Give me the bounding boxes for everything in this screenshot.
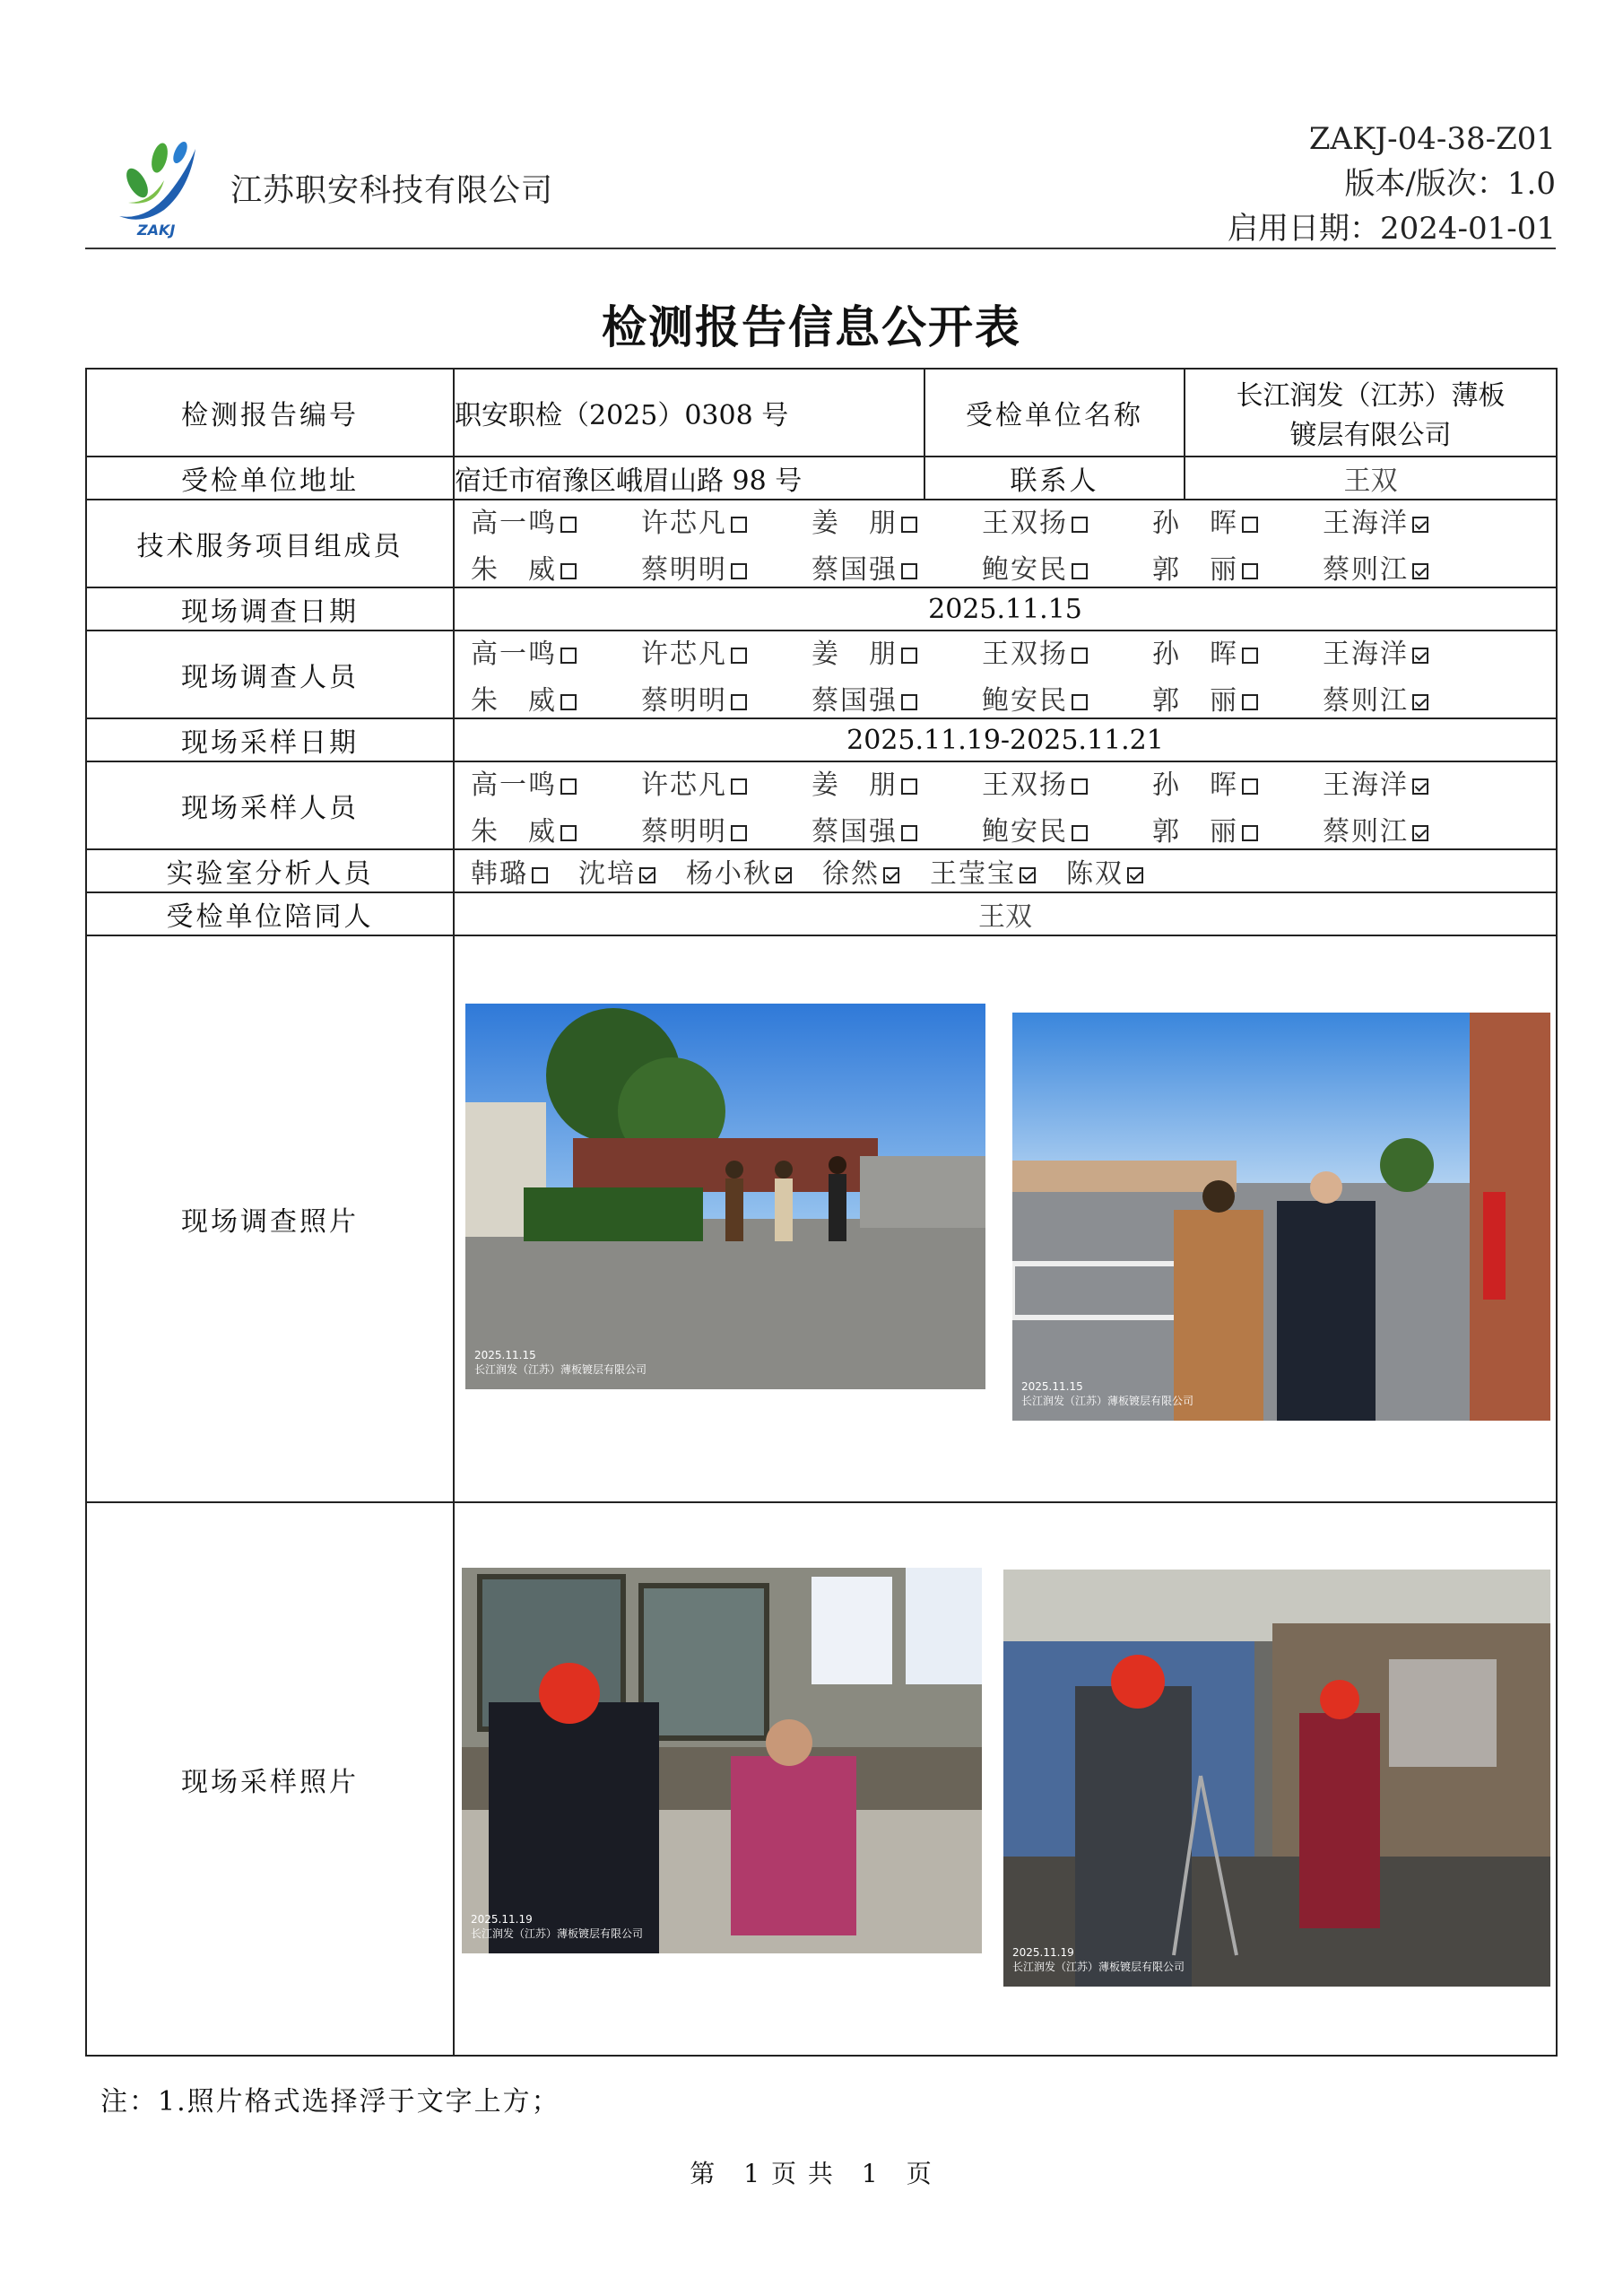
staff-name: 郭 丽	[1152, 554, 1238, 586]
checked-checkbox-icon	[776, 867, 792, 883]
survey-photos-cell	[454, 935, 1557, 1502]
sampling-photo-1-stamp: 2025.11.19 长江润发（江苏）薄板镀层有限公司	[471, 1913, 644, 1940]
staff-entry	[812, 631, 982, 671]
staff-name: 王海洋	[1323, 770, 1409, 801]
staff-entry	[686, 858, 792, 890]
table-row	[86, 631, 1557, 718]
unchecked-checkbox-icon	[1242, 825, 1258, 841]
sampling-photo-2-stamp: 2025.11.19 长江润发（江苏）薄板镀层有限公司	[1012, 1946, 1185, 1973]
checked-checkbox-icon	[1412, 825, 1428, 841]
checked-checkbox-icon	[1020, 867, 1036, 883]
staff-name: 姜 朋	[812, 639, 898, 670]
staff-name: 许芯凡	[641, 639, 727, 670]
staff-name: 蔡国强	[812, 685, 898, 717]
sampling-photos-cell	[454, 1502, 1557, 2056]
staff-entry	[641, 547, 812, 587]
lab-staff-list	[454, 849, 1557, 892]
staff-entry	[1323, 678, 1493, 718]
page-header	[85, 117, 1556, 251]
staff-name: 蔡明明	[641, 554, 727, 586]
staff-name: 朱 威	[471, 685, 557, 717]
staff-name: 鲍安民	[982, 554, 1068, 586]
staff-entry	[641, 809, 812, 848]
staff-entry	[982, 809, 1152, 848]
checked-checkbox-icon	[883, 867, 899, 883]
value-sampling-date: 2025.11.19-2025.11.21	[454, 718, 1557, 761]
staff-name: 沈培	[578, 858, 636, 890]
label-members: 技术服务项目组成员	[86, 500, 454, 587]
table-row	[86, 587, 1557, 631]
staff-name: 鲍安民	[982, 685, 1068, 717]
table-row	[86, 500, 1557, 587]
unchecked-checkbox-icon	[560, 563, 577, 579]
unchecked-checkbox-icon	[731, 825, 747, 841]
staff-entry	[471, 631, 641, 671]
staff-entry	[471, 678, 641, 718]
table-row	[86, 761, 1557, 849]
staff-entry	[1323, 547, 1493, 587]
staff-entry	[982, 631, 1152, 671]
label-sampling-date: 现场采样日期	[86, 718, 454, 761]
unchecked-checkbox-icon	[1242, 517, 1258, 533]
survey-photo-2	[1012, 1013, 1550, 1421]
staff-name: 蔡则江	[1323, 816, 1409, 848]
staff-entry	[578, 858, 655, 890]
staff-name: 蔡则江	[1323, 685, 1409, 717]
staff-entry	[822, 858, 899, 890]
value-survey-date: 2025.11.15	[454, 587, 1557, 631]
staff-name: 郭 丽	[1152, 685, 1238, 717]
unchecked-checkbox-icon	[901, 648, 917, 664]
footnote: 注：1.照片格式选择浮于文字上方；	[100, 2086, 560, 2118]
checked-checkbox-icon	[1412, 778, 1428, 795]
sampling-photo-2-image	[1003, 1570, 1550, 1987]
staff-name: 孙 晖	[1152, 508, 1238, 539]
table-row	[86, 718, 1557, 761]
checked-checkbox-icon	[639, 867, 655, 883]
staff-name: 蔡则江	[1323, 554, 1409, 586]
table-row	[86, 457, 1557, 500]
label-lab-staff: 实验室分析人员	[86, 849, 454, 892]
staff-entry	[1152, 809, 1323, 848]
checked-checkbox-icon	[1412, 563, 1428, 579]
unchecked-checkbox-icon	[731, 563, 747, 579]
staff-name: 王双扬	[982, 770, 1068, 801]
unchecked-checkbox-icon	[1072, 694, 1088, 710]
staff-entry	[1152, 762, 1323, 802]
staff-name: 朱 威	[471, 554, 557, 586]
svg-text:ZAKJ: ZAKJ	[137, 222, 176, 239]
unchecked-checkbox-icon	[731, 648, 747, 664]
staff-entry	[1323, 631, 1493, 671]
table-row	[86, 849, 1557, 892]
staff-name: 许芯凡	[641, 508, 727, 539]
survey-photo-1-stamp: 2025.11.15 长江润发（江苏）薄板镀层有限公司	[474, 1349, 647, 1376]
unchecked-checkbox-icon	[1072, 648, 1088, 664]
unchecked-checkbox-icon	[1072, 517, 1088, 533]
staff-name: 姜 朋	[812, 770, 898, 801]
staff-entry	[471, 762, 641, 802]
unchecked-checkbox-icon	[1242, 694, 1258, 710]
unchecked-checkbox-icon	[1072, 778, 1088, 795]
staff-entry	[1323, 809, 1493, 848]
staff-name: 鲍安民	[982, 816, 1068, 848]
staff-entry	[1152, 547, 1323, 587]
value-report-no: 职安职检（2025）0308 号	[454, 369, 924, 457]
staff-entry	[1152, 631, 1323, 671]
staff-entry	[1323, 500, 1493, 540]
staff-entry	[1152, 678, 1323, 718]
staff-entry	[812, 678, 982, 718]
table-row	[86, 1502, 1557, 2056]
staff-entry	[812, 809, 982, 848]
label-address: 受检单位地址	[86, 457, 454, 500]
unchecked-checkbox-icon	[1242, 563, 1258, 579]
staff-entry	[812, 500, 982, 540]
staff-name: 朱 威	[471, 816, 557, 848]
checked-checkbox-icon	[1127, 867, 1143, 883]
staff-name: 王双扬	[982, 639, 1068, 670]
header-divider	[85, 248, 1556, 249]
staff-name: 蔡国强	[812, 554, 898, 586]
unchecked-checkbox-icon	[1072, 825, 1088, 841]
staff-entry	[812, 762, 982, 802]
staff-name: 孙 晖	[1152, 639, 1238, 670]
staff-name: 孙 晖	[1152, 770, 1238, 801]
staff-entry	[1152, 500, 1323, 540]
zakj-logo	[110, 140, 218, 239]
unchecked-checkbox-icon	[1242, 778, 1258, 795]
unchecked-checkbox-icon	[560, 648, 577, 664]
staff-entry	[641, 762, 812, 802]
doc-version: 版本/版次：1.0	[1344, 166, 1556, 202]
unchecked-checkbox-icon	[901, 694, 917, 710]
doc-start-date: 启用日期：2024-01-01	[1227, 211, 1556, 247]
staff-entry	[641, 500, 812, 540]
unchecked-checkbox-icon	[560, 825, 577, 841]
document-info	[1228, 117, 1556, 251]
staff-entry	[982, 762, 1152, 802]
doc-code: ZAKJ-04-38-Z01	[1308, 121, 1556, 157]
label-survey-staff: 现场调查人员	[86, 631, 454, 718]
staff-entry	[1323, 762, 1493, 802]
staff-entry	[930, 858, 1036, 890]
staff-name: 高一鸣	[471, 508, 557, 539]
table-row	[86, 892, 1557, 935]
checked-checkbox-icon	[1412, 517, 1428, 533]
unchecked-checkbox-icon	[901, 517, 917, 533]
staff-entry	[471, 858, 548, 890]
unchecked-checkbox-icon	[901, 563, 917, 579]
label-sampling-staff: 现场采样人员	[86, 761, 454, 849]
unit-name-line2: 镀层有限公司	[1289, 420, 1452, 451]
survey-photo-2-stamp: 2025.11.15 长江润发（江苏）薄板镀层有限公司	[1021, 1380, 1194, 1407]
staff-entry	[641, 678, 812, 718]
label-contact: 联系人	[924, 457, 1185, 500]
staff-name: 杨小秋	[686, 858, 772, 890]
survey-photo-2-image	[1012, 1013, 1550, 1421]
company-name: 江苏职安科技有限公司	[230, 173, 554, 209]
survey-photo-1-image	[465, 1004, 985, 1389]
staff-name: 王双扬	[982, 508, 1068, 539]
unchecked-checkbox-icon	[731, 694, 747, 710]
staff-entry	[812, 547, 982, 587]
staff-name: 许芯凡	[641, 770, 727, 801]
unit-name-line1: 长江润发（江苏）薄板	[1236, 380, 1506, 412]
staff-entry	[982, 500, 1152, 540]
unchecked-checkbox-icon	[901, 778, 917, 795]
staff-name: 陈双	[1066, 858, 1124, 890]
unchecked-checkbox-icon	[1072, 563, 1088, 579]
sampling-photo-2	[1003, 1570, 1550, 1987]
staff-name: 徐然	[822, 858, 880, 890]
checked-checkbox-icon	[1412, 694, 1428, 710]
value-escort: 王双	[454, 892, 1557, 935]
staff-name: 高一鸣	[471, 639, 557, 670]
staff-entry	[982, 678, 1152, 718]
label-survey-photos: 现场调查照片	[86, 935, 454, 1502]
unchecked-checkbox-icon	[731, 778, 747, 795]
sampling-staff-list	[454, 761, 1557, 849]
unchecked-checkbox-icon	[532, 867, 548, 883]
label-survey-date: 现场调查日期	[86, 587, 454, 631]
unchecked-checkbox-icon	[560, 517, 577, 533]
staff-entry	[471, 809, 641, 848]
value-address: 宿迁市宿豫区峨眉山路 98 号	[454, 457, 924, 500]
staff-entry	[471, 500, 641, 540]
page-title: 检测报告信息公开表	[602, 300, 1021, 353]
value-unit-name	[1185, 369, 1557, 457]
staff-name: 蔡明明	[641, 685, 727, 717]
page-number: 第 1 页 共 1 页	[690, 2159, 933, 2188]
staff-name: 王海洋	[1323, 639, 1409, 670]
staff-entry	[1066, 858, 1143, 890]
label-report-no: 检测报告编号	[86, 369, 454, 457]
staff-name: 郭 丽	[1152, 816, 1238, 848]
staff-entry	[982, 547, 1152, 587]
report-info-table	[85, 368, 1558, 2057]
table-row	[86, 369, 1557, 457]
survey-staff-list	[454, 631, 1557, 718]
staff-name: 高一鸣	[471, 770, 557, 801]
label-sampling-photos: 现场采样照片	[86, 1502, 454, 2056]
staff-name: 韩璐	[471, 858, 528, 890]
unchecked-checkbox-icon	[1242, 648, 1258, 664]
staff-name: 王莹宝	[930, 858, 1016, 890]
survey-photo-1	[465, 1004, 985, 1389]
label-escort: 受检单位陪同人	[86, 892, 454, 935]
value-contact: 王双	[1185, 457, 1557, 500]
checked-checkbox-icon	[1412, 648, 1428, 664]
unchecked-checkbox-icon	[901, 825, 917, 841]
unchecked-checkbox-icon	[560, 694, 577, 710]
unchecked-checkbox-icon	[731, 517, 747, 533]
sampling-photo-1	[462, 1568, 982, 1953]
staff-name: 姜 朋	[812, 508, 898, 539]
unchecked-checkbox-icon	[560, 778, 577, 795]
staff-name: 王海洋	[1323, 508, 1409, 539]
members-list	[454, 500, 1557, 587]
staff-name: 蔡明明	[641, 816, 727, 848]
staff-name: 蔡国强	[812, 816, 898, 848]
table-row	[86, 935, 1557, 1502]
sampling-photo-1-image	[462, 1568, 982, 1953]
staff-entry	[641, 631, 812, 671]
label-unit-name: 受检单位名称	[924, 369, 1185, 457]
staff-entry	[471, 547, 641, 587]
